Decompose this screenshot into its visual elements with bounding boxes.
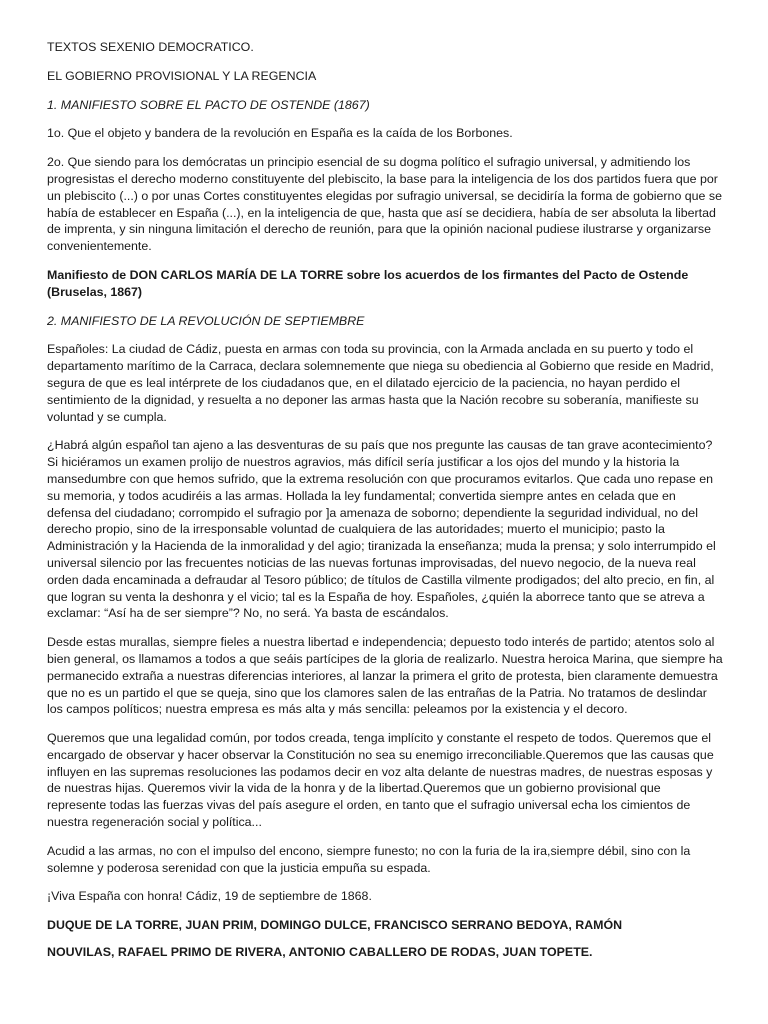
section-2-title: 2. MANIFIESTO DE LA REVOLUCIÓN DE SEPTIEMBRE xyxy=(47,313,365,328)
paragraph: Acudid a las armas, no con el impulso del encono, siempre funesto; no con la furia de la ira,siempre débil, sino con la solemne y poderosa serenidad con que la justicia empuña su espada. xyxy=(47,843,691,875)
source-citation: Manifiesto de DON CARLOS MARÍA DE LA TORRE sobre los acuerdos de los firmantes del Pacto de Ostende (Bruselas, 1867) xyxy=(47,267,689,299)
paragraph: Desde estas murallas, siempre fieles a nuestra libertad e independencia; depuesto todo interés de partido; atentos solo al bien general, os llamamos a todos a que seáis partícipes de la gloria de realizarlo. Nuestra heroica Marina, que siempre ha permanecido extraña a nuestras diferencias interiores, al lanzar la primera el grito de protesta, bien claramente demuestra que no es un partido el que se queja, sino que los clamores salen de las entrañas de la Patria. No tratamos de deslindar los campos políticos; nuestra empresa es más alta y más sencilla: peleamos por la existencia y el decoro. xyxy=(47,635,723,717)
signatures-line-2: NOUVILAS, RAFAEL PRIMO DE RIVERA, ANTONIO CABALLERO DE RODAS, JUAN TOPETE. xyxy=(47,945,593,960)
paragraph: Españoles: La ciudad de Cádiz, puesta en armas con toda su provincia, con la Armada anclada en su puerto y todo el departamento marítimo de la Carraca, declara solemnemente que niega su obediencia al Gobierno que reside en Madrid, segura de que es leal intérprete de los ciudadanos que, en el dilatado ejercicio de la paciencia, no hayan perdido el sentimiento de la dignidad, y resuelta a no deponer las armas hasta que la Nación recobre su soberanía, manifieste su voluntad y se cumpla. xyxy=(47,342,714,424)
document-heading: TEXTOS SEXENIO DEMOCRATICO. xyxy=(47,40,254,54)
signatures-line-1: DUQUE DE LA TORRE, JUAN PRIM, DOMINGO DULCE, FRANCISCO SERRANO BEDOYA, RAMÓN xyxy=(47,918,623,933)
document-page xyxy=(47,39,723,973)
paragraph: Queremos que una legalidad común, por todos creada, tenga implícito y constante el respeto de todos. Queremos que el encargado de observar y hacer observar la Constitución no sea su enemigo irreconciliable.Queremos que las causas que influyen en las supremas resoluciones las podamos decir en voz alta delante de nuestras madres, de nuestras esposas y de nuestras hijas. Queremos vivir la vida de la honra y de la libertad.Queremos que un gobierno provisional que represente todas las fuerzas vivas del país asegure el orden, en tanto que el sufragio universal echa los cimientos de nuestra regeneración social y política... xyxy=(47,731,714,830)
paragraph: 2o. Que siendo para los demócratas un principio esencial de su dogma político el sufragio universal, y admitiendo los progresistas el derecho moderno constituyente del plebiscito, la base para la inteligencia de los dos partidos fuera que por un plebiscito (...) o por unas Cortes constituyentes elegidas por sufragio universal, se decidiría la forma de gobierno que se había de establecer en España (...), en la inteligencia de que, hasta que así se decidiera, había de ser absoluta la libertad de imprenta, y sin ninguna limitación el derecho de reunión, para que la opinión nacional pudiese ilustrarse y organizarse convenientemente. xyxy=(47,155,722,254)
document-subheading: EL GOBIERNO PROVISIONAL Y LA REGENCIA xyxy=(47,68,317,83)
paragraph: ¿Habrá algún español tan ajeno a las desventuras de su país que nos pregunte las causas de tan grave acontecimiento? Si hiciéramos un examen prolijo de nuestros agravios, más difícil sería justificar a los ojos del mundo y la historia la mansedumbre con que hemos sufrido, que la extrema resolución con que procuramos evitarlos. Que cada uno repase en su memoria, y todos acudiréis a las armas. Hollada la ley fundamental; convertida siempre antes en celada que en defensa del ciudadano; corrompido el sufragio por ]a amenaza de soborno; dependiente la seguridad individual, no del derecho propio, sino de la irresponsable voluntad de cualquiera de las autoridades; muerto el municipio; pasto la Administración y la Hacienda de la inmoralidad y del agio; tiranizada la enseñanza; muda la prensa; y solo interrumpido el universal silencio por las frecuentes noticias de las nuevas fortunas improvisadas, del nuevo negocio, de la nueva real orden dada encaminada a defraudar al Tesoro público; de títulos de Castilla vilmente prodigados; del alto precio, en fin, al que logran su venta la deshonra y el vicio; tal es la España de hoy. Españoles, ¿quién la aborrece tanto que se atreva a exclamar: “Así ha de ser siempre”? No, no será. Ya basta de escándalos. xyxy=(47,438,716,621)
dateline: ¡Viva España con honra! Cádiz, 19 de septiembre de 1868. xyxy=(47,889,372,904)
section-1-title: 1. MANIFIESTO SOBRE EL PACTO DE OSTENDE (1867) xyxy=(47,97,370,112)
paragraph: 1o. Que el objeto y bandera de la revolución en España es la caída de los Borbones. xyxy=(47,126,513,141)
